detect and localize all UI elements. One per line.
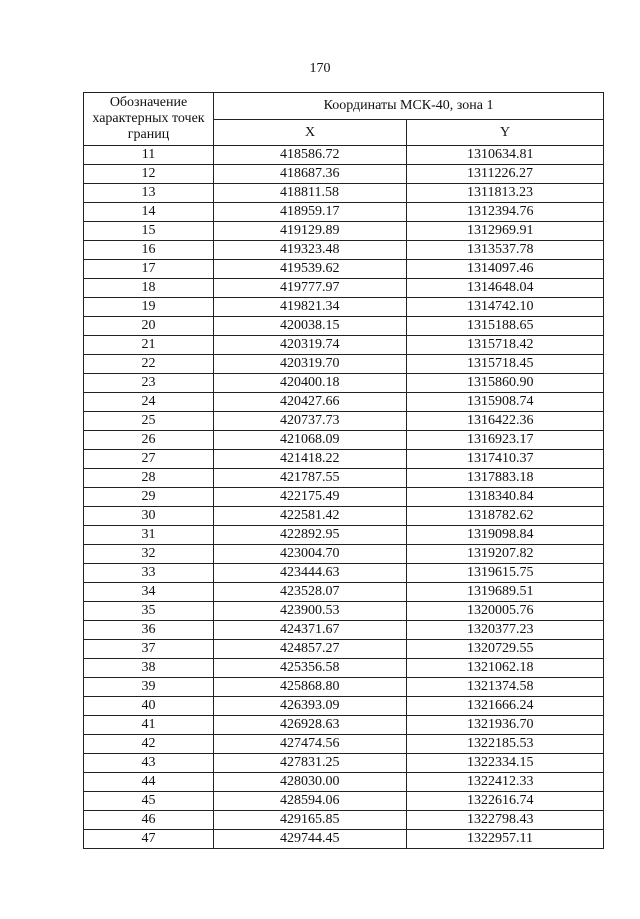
x-coordinate-cell: 419821.34 — [214, 298, 407, 317]
table-row — [84, 583, 604, 602]
x-coordinate-cell: 425356.58 — [214, 659, 407, 678]
x-coordinate-cell: 419129.89 — [214, 222, 407, 241]
table-row — [84, 450, 604, 469]
table-row — [84, 241, 604, 260]
point-cell: 40 — [84, 697, 214, 716]
y-coordinate-cell: 1318782.62 — [407, 507, 604, 526]
point-cell: 27 — [84, 450, 214, 469]
table-row — [84, 602, 604, 621]
point-cell: 25 — [84, 412, 214, 431]
y-coordinate-cell: 1315860.90 — [407, 374, 604, 393]
x-coordinate-cell: 419323.48 — [214, 241, 407, 260]
point-cell: 42 — [84, 735, 214, 754]
x-coordinate-cell: 423528.07 — [214, 583, 407, 602]
y-coordinate-cell: 1311226.27 — [407, 165, 604, 184]
point-cell: 29 — [84, 488, 214, 507]
point-cell: 36 — [84, 621, 214, 640]
point-cell: 31 — [84, 526, 214, 545]
point-cell: 39 — [84, 678, 214, 697]
x-coordinate-cell: 422892.95 — [214, 526, 407, 545]
table-row — [84, 564, 604, 583]
table-row — [84, 735, 604, 754]
point-cell: 17 — [84, 260, 214, 279]
table-row — [84, 507, 604, 526]
header-coordinates-system: Координаты МСК-40, зона 1 — [214, 93, 604, 120]
point-cell: 26 — [84, 431, 214, 450]
y-coordinate-cell: 1315718.45 — [407, 355, 604, 374]
header-y: Y — [407, 120, 604, 146]
y-coordinate-cell: 1321936.70 — [407, 716, 604, 735]
header-point-designation: Обозначение характерных точек границ — [84, 93, 214, 146]
table-row — [84, 184, 604, 203]
x-coordinate-cell: 423004.70 — [214, 545, 407, 564]
table-row — [84, 811, 604, 830]
table-row — [84, 203, 604, 222]
y-coordinate-cell: 1312394.76 — [407, 203, 604, 222]
x-coordinate-cell: 420427.66 — [214, 393, 407, 412]
x-coordinate-cell: 429165.85 — [214, 811, 407, 830]
y-coordinate-cell: 1315188.65 — [407, 317, 604, 336]
point-cell: 22 — [84, 355, 214, 374]
y-coordinate-cell: 1315718.42 — [407, 336, 604, 355]
table-row — [84, 526, 604, 545]
y-coordinate-cell: 1313537.78 — [407, 241, 604, 260]
y-coordinate-cell: 1319207.82 — [407, 545, 604, 564]
point-cell: 14 — [84, 203, 214, 222]
table-row — [84, 298, 604, 317]
x-coordinate-cell: 423900.53 — [214, 602, 407, 621]
y-coordinate-cell: 1321374.58 — [407, 678, 604, 697]
y-coordinate-cell: 1314648.04 — [407, 279, 604, 298]
y-coordinate-cell: 1319615.75 — [407, 564, 604, 583]
table-row — [84, 716, 604, 735]
point-cell: 20 — [84, 317, 214, 336]
y-coordinate-cell: 1320005.76 — [407, 602, 604, 621]
table-row — [84, 754, 604, 773]
table-row — [84, 773, 604, 792]
point-cell: 30 — [84, 507, 214, 526]
y-coordinate-cell: 1322412.33 — [407, 773, 604, 792]
x-coordinate-cell: 418811.58 — [214, 184, 407, 203]
y-coordinate-cell: 1310634.81 — [407, 146, 604, 165]
x-coordinate-cell: 418586.72 — [214, 146, 407, 165]
point-cell: 37 — [84, 640, 214, 659]
x-coordinate-cell: 428594.06 — [214, 792, 407, 811]
y-coordinate-cell: 1316422.36 — [407, 412, 604, 431]
table-row — [84, 621, 604, 640]
y-coordinate-cell: 1320729.55 — [407, 640, 604, 659]
point-cell: 11 — [84, 146, 214, 165]
y-coordinate-cell: 1311813.23 — [407, 184, 604, 203]
point-cell: 38 — [84, 659, 214, 678]
point-cell: 18 — [84, 279, 214, 298]
x-coordinate-cell: 421787.55 — [214, 469, 407, 488]
point-cell: 12 — [84, 165, 214, 184]
point-cell: 21 — [84, 336, 214, 355]
x-coordinate-cell: 425868.80 — [214, 678, 407, 697]
header-row-group — [84, 93, 604, 120]
coordinates-table — [83, 92, 604, 849]
table-row — [84, 830, 604, 849]
x-coordinate-cell: 420400.18 — [214, 374, 407, 393]
x-coordinate-cell: 422175.49 — [214, 488, 407, 507]
x-coordinate-cell: 426928.63 — [214, 716, 407, 735]
point-cell: 41 — [84, 716, 214, 735]
page-number: 170 — [309, 61, 331, 76]
x-coordinate-cell: 422581.42 — [214, 507, 407, 526]
x-coordinate-cell: 418687.36 — [214, 165, 407, 184]
y-coordinate-cell: 1314097.46 — [407, 260, 604, 279]
x-coordinate-cell: 426393.09 — [214, 697, 407, 716]
header-x: X — [214, 120, 407, 146]
table-row — [84, 678, 604, 697]
x-coordinate-cell: 427831.25 — [214, 754, 407, 773]
point-cell: 16 — [84, 241, 214, 260]
y-coordinate-cell: 1322334.15 — [407, 754, 604, 773]
table-row — [84, 260, 604, 279]
table-row — [84, 336, 604, 355]
table-row — [84, 545, 604, 564]
table-row — [84, 355, 604, 374]
table-row — [84, 374, 604, 393]
point-cell: 44 — [84, 773, 214, 792]
y-coordinate-cell: 1315908.74 — [407, 393, 604, 412]
point-cell: 32 — [84, 545, 214, 564]
point-cell: 15 — [84, 222, 214, 241]
y-coordinate-cell: 1316923.17 — [407, 431, 604, 450]
point-cell: 28 — [84, 469, 214, 488]
point-cell: 19 — [84, 298, 214, 317]
table-row — [84, 412, 604, 431]
table-row — [84, 697, 604, 716]
y-coordinate-cell: 1317883.18 — [407, 469, 604, 488]
x-coordinate-cell: 419777.97 — [214, 279, 407, 298]
x-coordinate-cell: 420737.73 — [214, 412, 407, 431]
table-row — [84, 431, 604, 450]
x-coordinate-cell: 428030.00 — [214, 773, 407, 792]
table-row — [84, 488, 604, 507]
table-row — [84, 146, 604, 165]
point-cell: 43 — [84, 754, 214, 773]
y-coordinate-cell: 1314742.10 — [407, 298, 604, 317]
point-cell: 33 — [84, 564, 214, 583]
y-coordinate-cell: 1321666.24 — [407, 697, 604, 716]
table-row — [84, 165, 604, 184]
y-coordinate-cell: 1322798.43 — [407, 811, 604, 830]
point-cell: 34 — [84, 583, 214, 602]
y-coordinate-cell: 1312969.91 — [407, 222, 604, 241]
y-coordinate-cell: 1322957.11 — [407, 830, 604, 849]
table-row — [84, 317, 604, 336]
y-coordinate-cell: 1319689.51 — [407, 583, 604, 602]
x-coordinate-cell: 418959.17 — [214, 203, 407, 222]
table-row — [84, 659, 604, 678]
table-row — [84, 393, 604, 412]
point-cell: 47 — [84, 830, 214, 849]
table-row — [84, 279, 604, 298]
x-coordinate-cell: 424371.67 — [214, 621, 407, 640]
table-row — [84, 640, 604, 659]
x-coordinate-cell: 421068.09 — [214, 431, 407, 450]
table-body — [84, 146, 604, 849]
table-row — [84, 469, 604, 488]
x-coordinate-cell: 420319.70 — [214, 355, 407, 374]
y-coordinate-cell: 1317410.37 — [407, 450, 604, 469]
y-coordinate-cell: 1318340.84 — [407, 488, 604, 507]
point-cell: 24 — [84, 393, 214, 412]
x-coordinate-cell: 421418.22 — [214, 450, 407, 469]
x-coordinate-cell: 429744.45 — [214, 830, 407, 849]
x-coordinate-cell: 424857.27 — [214, 640, 407, 659]
x-coordinate-cell: 423444.63 — [214, 564, 407, 583]
table-row — [84, 222, 604, 241]
point-cell: 45 — [84, 792, 214, 811]
point-cell: 35 — [84, 602, 214, 621]
y-coordinate-cell: 1322616.74 — [407, 792, 604, 811]
x-coordinate-cell: 420038.15 — [214, 317, 407, 336]
table-row — [84, 792, 604, 811]
point-cell: 23 — [84, 374, 214, 393]
x-coordinate-cell: 420319.74 — [214, 336, 407, 355]
point-cell: 13 — [84, 184, 214, 203]
point-cell: 46 — [84, 811, 214, 830]
y-coordinate-cell: 1320377.23 — [407, 621, 604, 640]
y-coordinate-cell: 1319098.84 — [407, 526, 604, 545]
y-coordinate-cell: 1321062.18 — [407, 659, 604, 678]
y-coordinate-cell: 1322185.53 — [407, 735, 604, 754]
x-coordinate-cell: 419539.62 — [214, 260, 407, 279]
x-coordinate-cell: 427474.56 — [214, 735, 407, 754]
